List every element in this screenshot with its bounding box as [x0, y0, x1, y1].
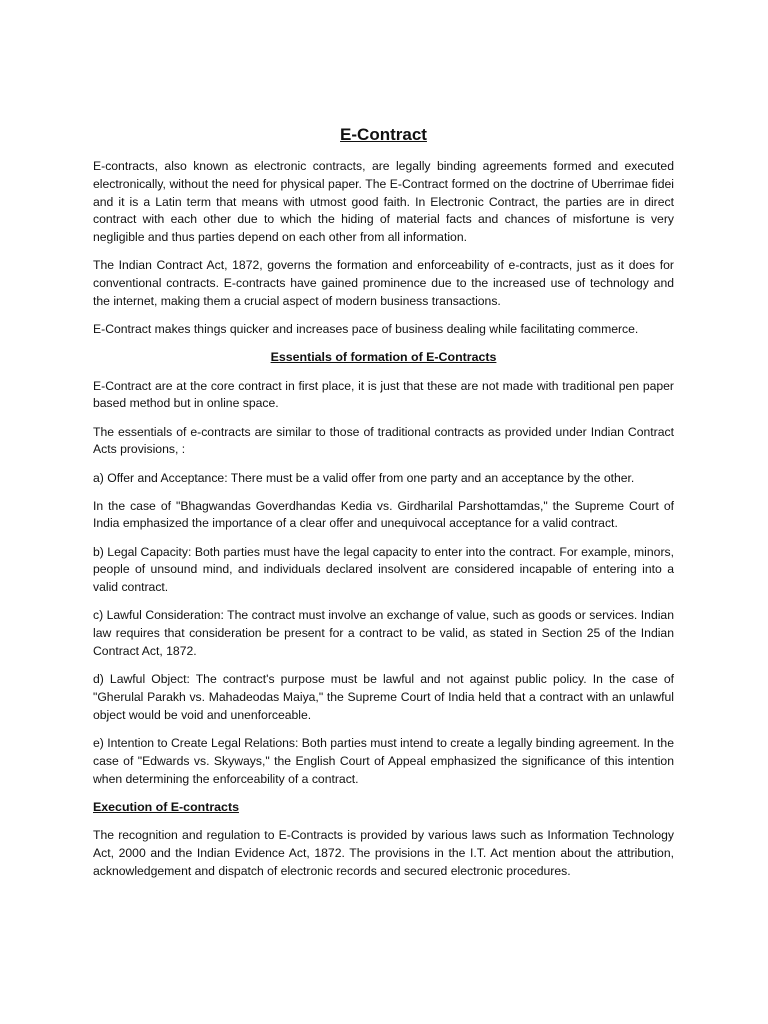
essential-lawful-consideration: c) Lawful Consideration: The contract must involve an exchange of value, such as goods or services. Indian law requires that consideration be present for a contract to be valid, as stated in Section 25 of the Indian Contract Act, 1872. [93, 608, 674, 659]
intro-paragraph: E-Contract makes things quicker and increases pace of business dealing while facilitating commerce. [93, 322, 639, 337]
case-bhagwandas: In the case of "Bhagwandas Goverdhandas Kedia vs. Girdharilal Parshottamdas," the Supreme Court of India emphasized the importance of a clear offer and unequivocal acceptance for a valid contract. [93, 498, 674, 531]
execution-heading: Execution of E-contracts [93, 799, 239, 814]
execution-paragraph: The recognition and regulation to E-Contracts is provided by various laws such as Information Technology Act, 2000 and the Indian Evidence Act, 1872. The provisions in the I.T. Act mention about the attribution, acknowledgement and dispatch of electronic records and secured electronic procedures. [93, 827, 674, 878]
essential-lawful-object: d) Lawful Object: The contract's purpose must be lawful and not against public policy. In the case of "Gherulal Parakh vs. Mahadeodas Maiya," the Supreme Court of India held that a contract with an unlawful object would be void and unenforceable. [93, 672, 674, 722]
intro-paragraph: The Indian Contract Act, 1872, governs the formation and enforceability of e-contracts, just as it does for conventional contracts. E-contracts have gained prominence due to the increased use of technology and the internet, making them a crucial aspect of modern business transactions. [93, 258, 674, 308]
essentials-paragraph: E-Contract are at the core contract in first place, it is just that these are not made with traditional pen paper based method but in online space. [93, 378, 674, 411]
essential-offer-acceptance: a) Offer and Acceptance: There must be a valid offer from one party and an acceptance by the other. [93, 470, 635, 485]
essentials-heading: Essentials of formation of E-Contracts [270, 350, 497, 365]
essential-intention-legal-relations: e) Intention to Create Legal Relations: Both parties must intend to create a legally binding agreement. In the case of "Edwards vs. Skyways," the English Court of Appeal emphasized the significance of this intention when determining the enforceability of a contract. [93, 736, 674, 786]
intro-paragraph: E-contracts, also known as electronic contracts, are legally binding agreements formed and executed electronically, without the need for physical paper. The E-Contract formed on the doctrine of Uberrimae fidei and it is a Latin term that means with utmost good faith. In Electronic Contract, the parties are in direct contract with each other due to which the hiding of material facts and chances of misfortune is very negligible and thus parties depend on each other from all information. [93, 159, 674, 245]
document-title: E-Contract [340, 125, 427, 144]
essentials-paragraph: The essentials of e-contracts are similar to those of traditional contracts as provided under Indian Contract Acts provisions, : [93, 424, 674, 457]
essential-legal-capacity: b) Legal Capacity: Both parties must have the legal capacity to enter into the contract. For example, minors, people of unsound mind, and individuals declared insolvent are considered incapable of entering into a valid contract. [93, 544, 674, 595]
